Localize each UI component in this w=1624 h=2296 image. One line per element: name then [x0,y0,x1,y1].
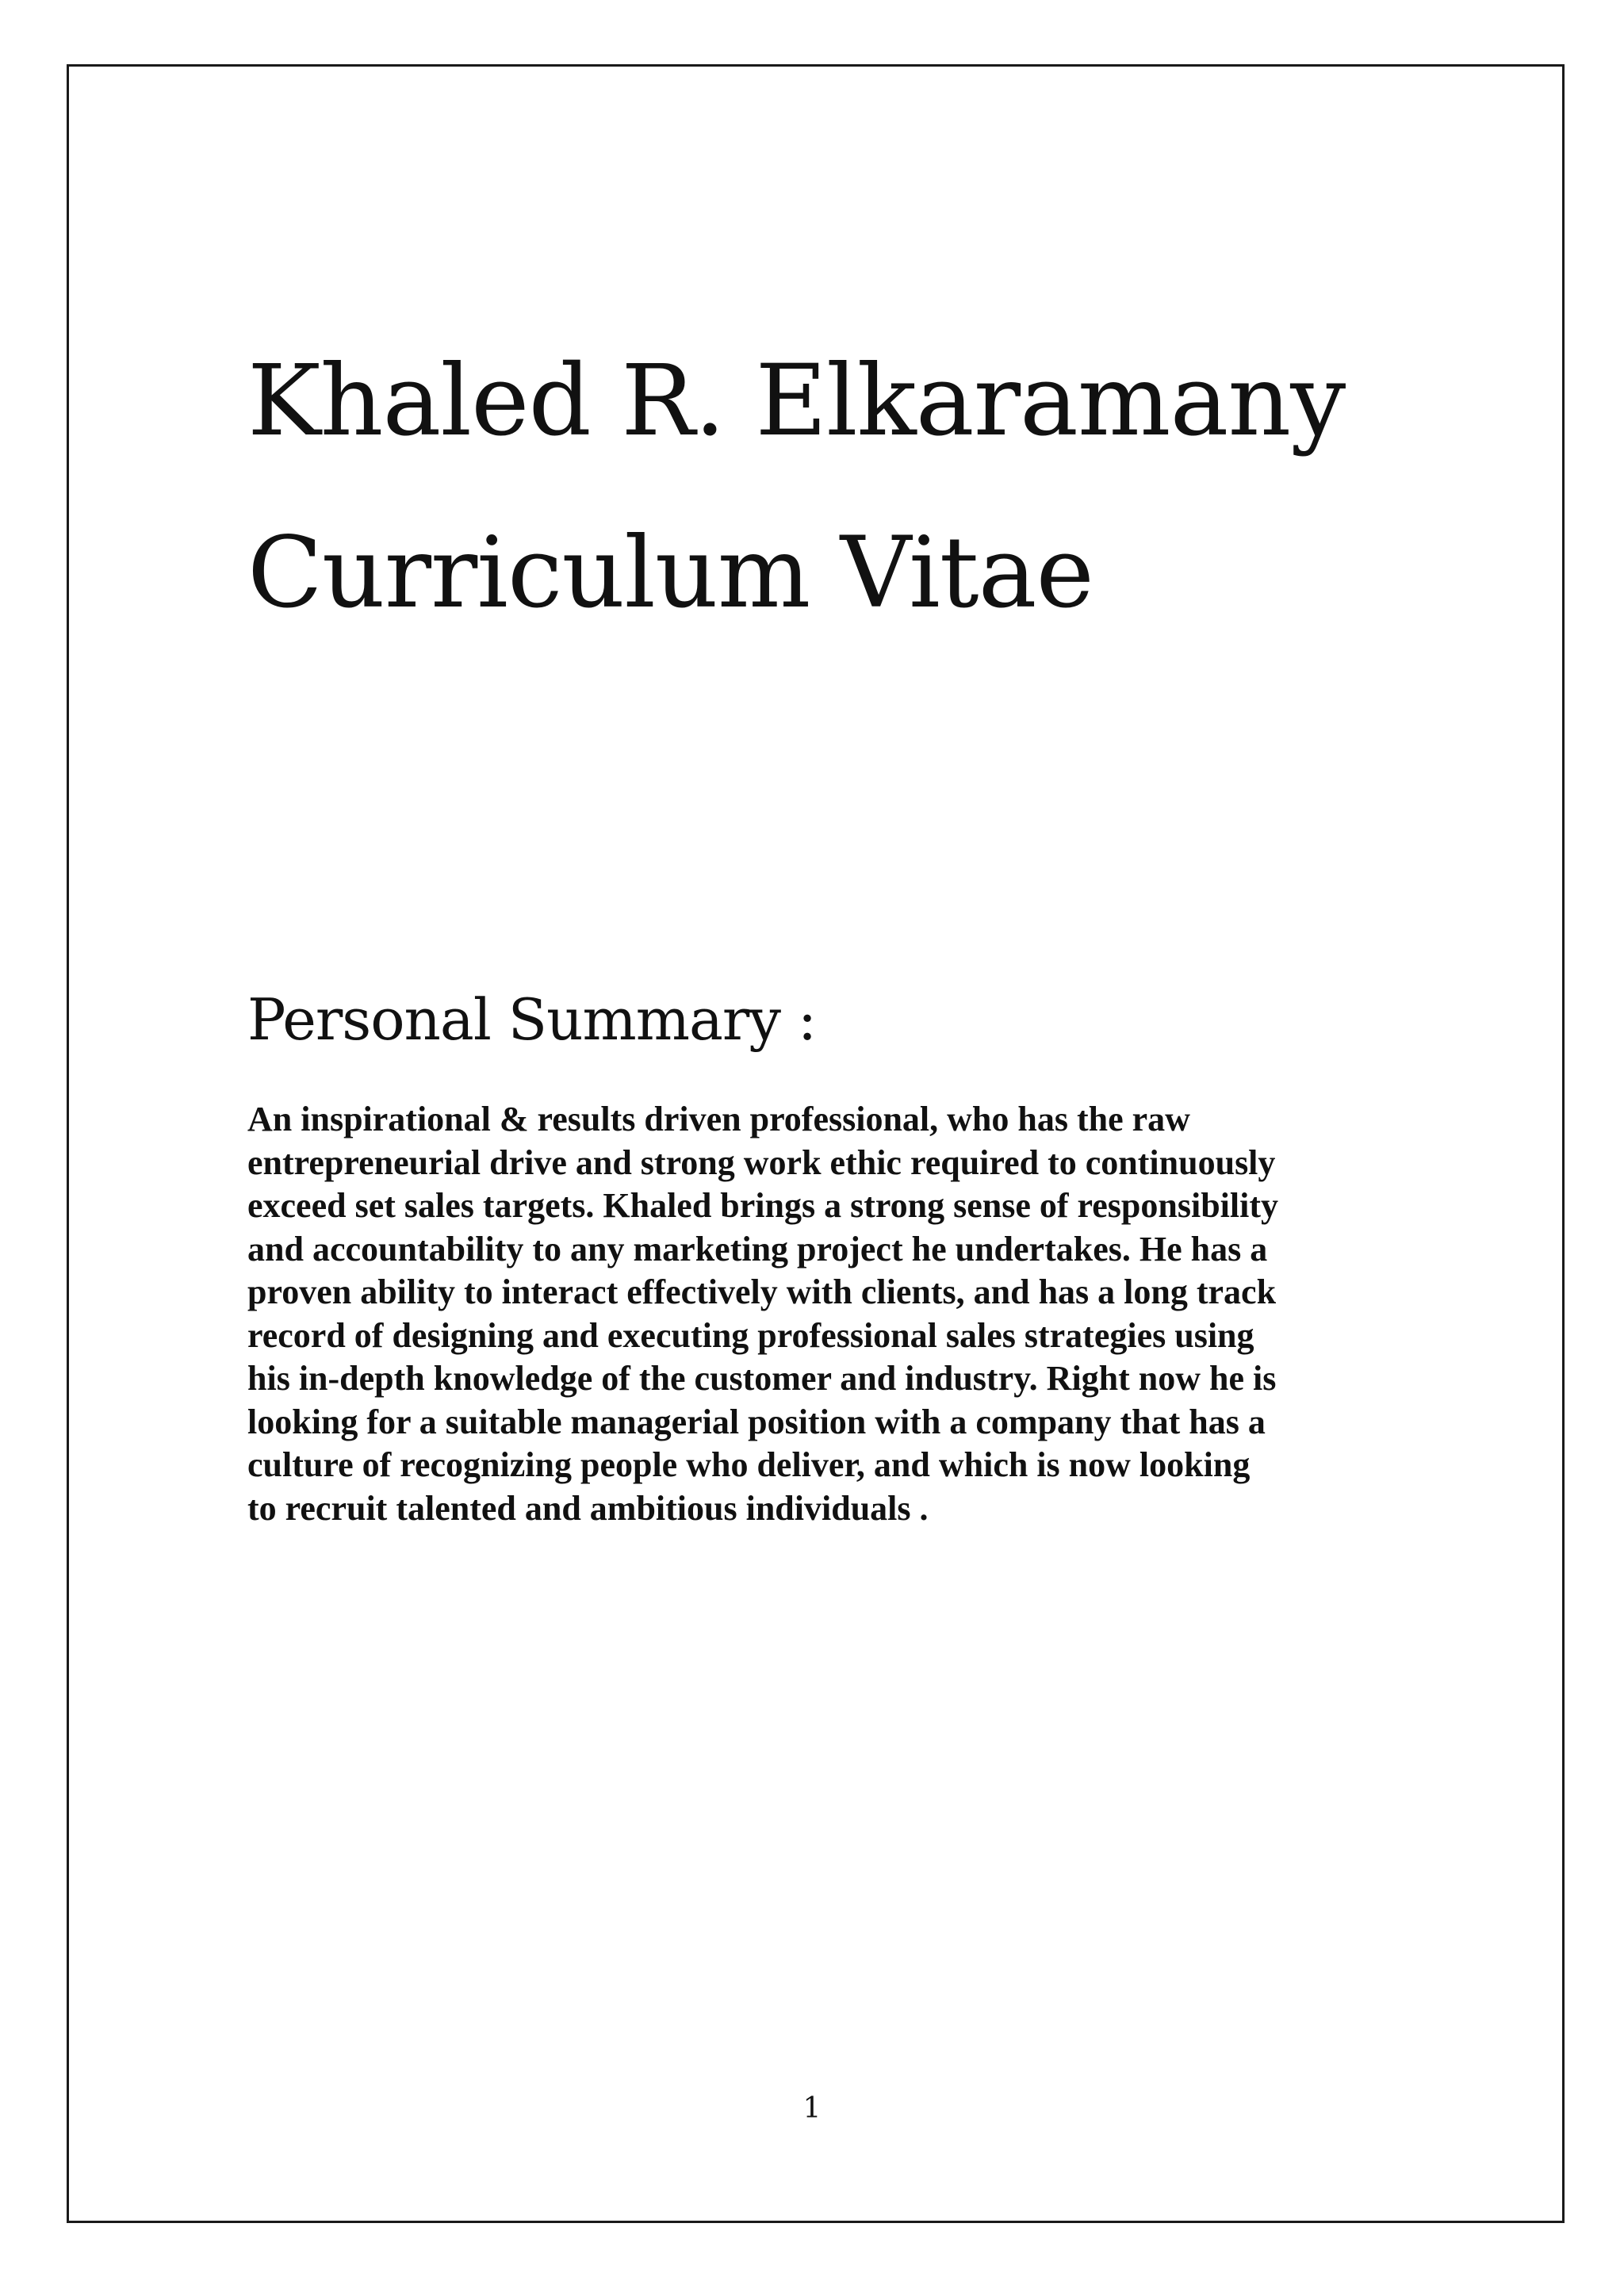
summary-line: record of designing and executing professional sales strategies using [247,1315,1254,1355]
document-title [247,316,1516,660]
summary-line: to recruit talented and ambitious individuals . [247,1488,929,1528]
page-number: 1 [802,2092,822,2125]
summary-line: An inspirational & results driven professional, who has the raw [247,1100,1190,1138]
summary-line: looking for a suitable managerial position with a company that has a [247,1402,1266,1441]
title-subtitle: Curriculum Vitae [247,516,1094,630]
summary-line: exceed set sales targets. Khaled brings a strong sense of responsibility [247,1186,1278,1225]
summary-line: entrepreneurial drive and strong work ethic required to continuously [247,1142,1276,1182]
summary-line: proven ability to interact effectively with clients, and has a long track [247,1272,1277,1311]
summary-line: his in-depth knowledge of the customer and industry. Right now he is [247,1359,1277,1398]
personal-summary-heading: Personal Summary : [247,986,817,1053]
summary-line: culture of recognizing people who deliver, and which is now looking [247,1445,1251,1484]
summary-line: and accountability to any marketing project he undertakes. He has a [247,1229,1268,1269]
title-name: Khaled R. Elkaramany [247,344,1346,458]
personal-summary-text [247,1098,1397,1530]
